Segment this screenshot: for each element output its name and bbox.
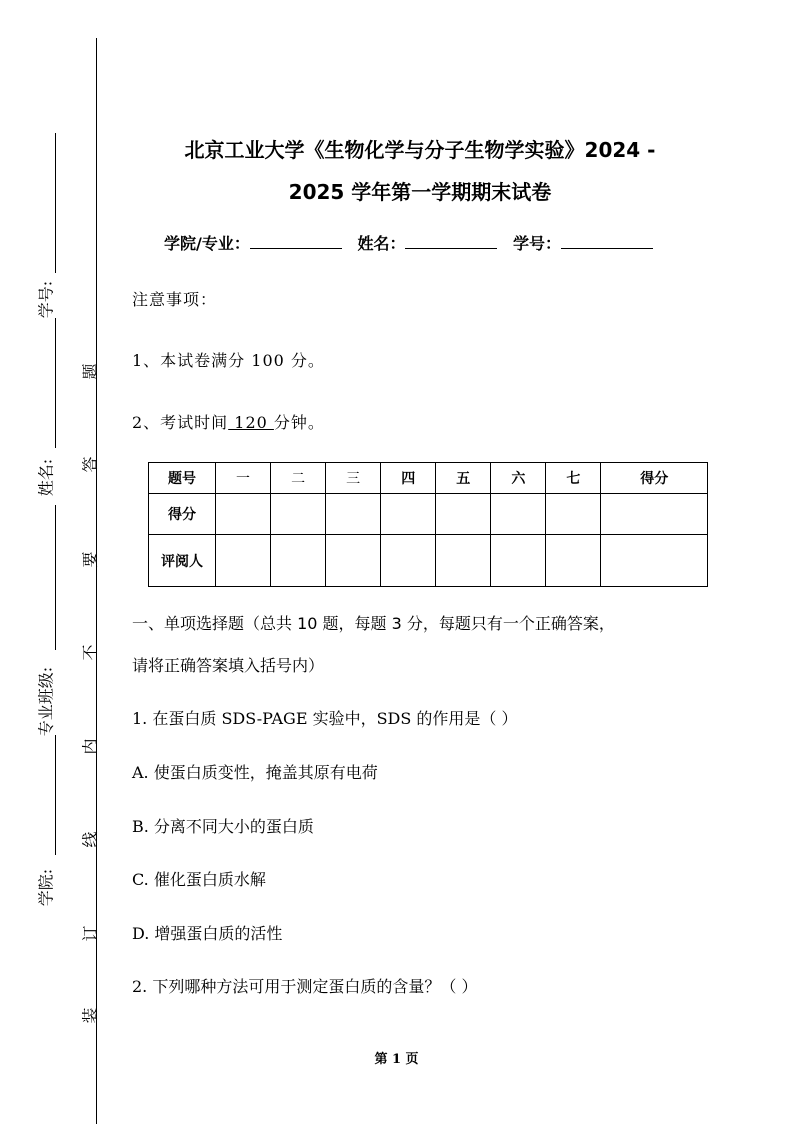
seal-char: 订 xyxy=(80,925,100,942)
score-table-row xyxy=(149,494,708,535)
name-blank-line xyxy=(55,318,56,448)
page-number: 第 1 页 xyxy=(374,1052,419,1067)
binding-line xyxy=(96,38,97,1124)
reviewer-cell[interactable] xyxy=(546,535,601,587)
section1-heading-line1: 一、单项选择题（总共 10 题，每题 3 分，每题只有一个正确答案， xyxy=(132,614,615,633)
note-item-2 xyxy=(132,410,325,433)
school-blank-line xyxy=(55,735,56,855)
side-label-name: 姓名: xyxy=(36,458,56,497)
seal-char: 题 xyxy=(80,363,100,380)
college-label: 学院/专业： xyxy=(164,234,250,253)
score-table-header-cell: 二 xyxy=(271,463,326,494)
question-2-stem: 2. 下列哪种方法可用于测定蛋白质的含量？（ ） xyxy=(132,977,478,996)
seal-char: 不 xyxy=(80,644,100,661)
seal-char: 要 xyxy=(80,551,100,568)
seal-char: 线 xyxy=(80,831,100,848)
score-table-header-cell: 三 xyxy=(326,463,381,494)
reviewer-cell[interactable] xyxy=(216,535,271,587)
reviewer-row-label: 评阅人 xyxy=(149,535,216,587)
exam-title-line2: 2025 学年第一学期期末试卷 xyxy=(288,180,552,204)
score-table-header-cell: 六 xyxy=(491,463,546,494)
question-1-option-b: B. 分离不同大小的蛋白质 xyxy=(132,817,314,836)
score-cell[interactable] xyxy=(271,494,326,535)
side-label-student-id: 学号: xyxy=(36,280,56,319)
score-table-header-cell: 五 xyxy=(436,463,491,494)
seal-char: 内 xyxy=(80,738,100,755)
note-item-2-suffix: 分钟。 xyxy=(273,413,325,432)
score-cell[interactable] xyxy=(326,494,381,535)
note-item-2-prefix: 2、考试时间 xyxy=(132,413,229,432)
student-id-label: 学号： xyxy=(513,234,562,253)
question-1-option-c: C. 催化蛋白质水解 xyxy=(132,870,266,889)
score-cell[interactable] xyxy=(601,494,708,535)
name-blank[interactable] xyxy=(405,232,497,249)
reviewer-cell[interactable] xyxy=(381,535,436,587)
section1-heading-line2: 请将正确答案填入括号内） xyxy=(132,656,325,675)
score-table-header-cell: 题号 xyxy=(149,463,216,494)
side-label-class: 专业班级: xyxy=(36,666,56,737)
student-info-fields xyxy=(164,231,663,254)
score-table-header-cell: 七 xyxy=(546,463,601,494)
reviewer-cell[interactable] xyxy=(601,535,708,587)
exam-duration: 120 xyxy=(228,413,274,432)
score-table-header-cell: 四 xyxy=(381,463,436,494)
college-blank[interactable] xyxy=(250,232,342,249)
score-cell[interactable] xyxy=(216,494,271,535)
score-cell[interactable] xyxy=(491,494,546,535)
name-label: 姓名： xyxy=(357,234,406,253)
seal-char: 装 xyxy=(80,1007,100,1024)
seal-char: 答 xyxy=(80,456,100,473)
class-blank-line xyxy=(55,505,56,650)
reviewer-cell[interactable] xyxy=(271,535,326,587)
score-table-header-row xyxy=(149,463,708,494)
score-cell[interactable] xyxy=(546,494,601,535)
note-item-1: 1、本试卷满分 100 分。 xyxy=(132,351,325,370)
score-table-header-cell: 得分 xyxy=(601,463,708,494)
exam-title-line1: 北京工业大学《生物化学与分子生物学实验》2024 - xyxy=(184,138,656,162)
score-table-header-cell: 一 xyxy=(216,463,271,494)
student-id-blank-line xyxy=(55,133,56,273)
notes-heading: 注意事项： xyxy=(132,290,218,309)
question-1-stem: 1. 在蛋白质 SDS-PAGE 实验中，SDS 的作用是（ ） xyxy=(132,709,518,728)
score-cell[interactable] xyxy=(381,494,436,535)
reviewer-table-row xyxy=(149,535,708,587)
student-id-blank[interactable] xyxy=(561,232,653,249)
question-1-option-a: A. 使蛋白质变性，掩盖其原有电荷 xyxy=(132,763,378,782)
question-1-option-d: D. 增强蛋白质的活性 xyxy=(132,924,283,943)
score-row-label: 得分 xyxy=(149,494,216,535)
score-cell[interactable] xyxy=(436,494,491,535)
score-table xyxy=(148,462,708,587)
side-label-school: 学院: xyxy=(36,868,56,907)
reviewer-cell[interactable] xyxy=(436,535,491,587)
reviewer-cell[interactable] xyxy=(326,535,381,587)
reviewer-cell[interactable] xyxy=(491,535,546,587)
